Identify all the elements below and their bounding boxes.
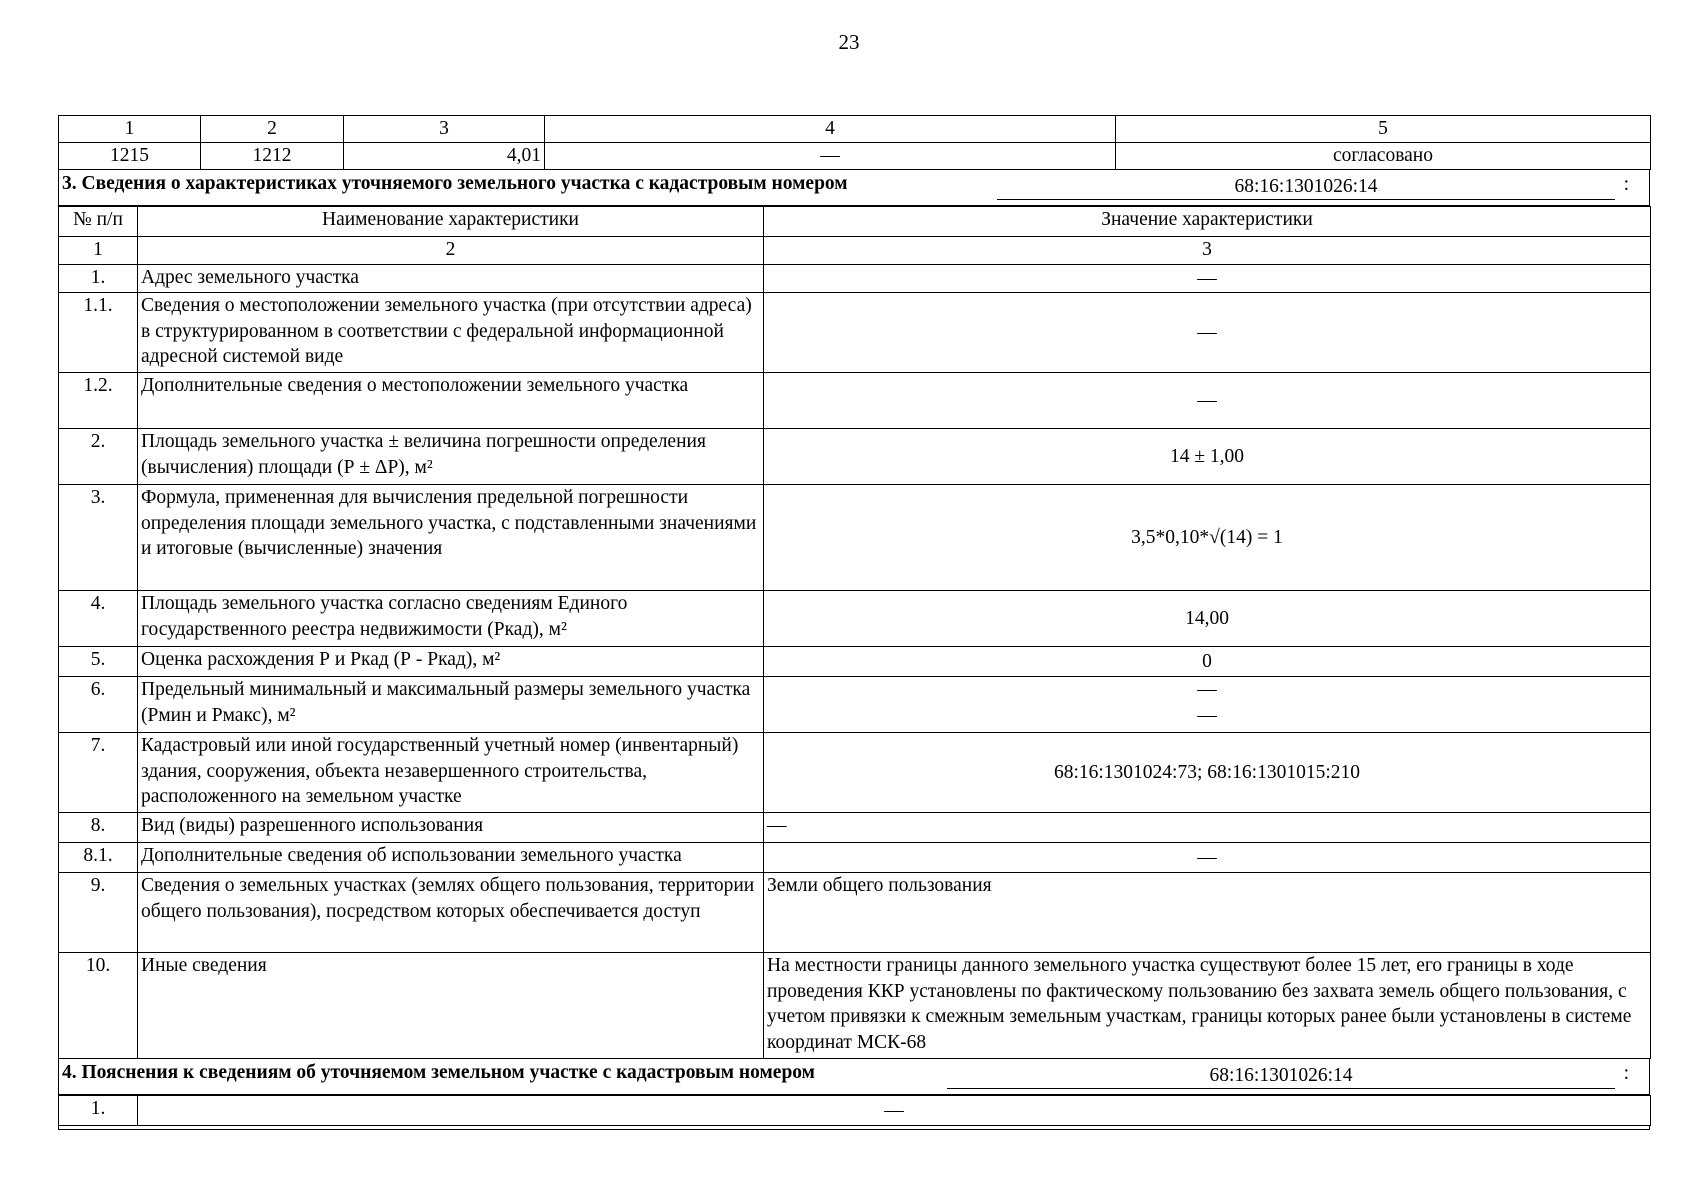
row-num: 8. xyxy=(59,813,138,843)
row-name: Площадь земельного участка ± величина погрешности определения (вычисления) площади (Р ± ΔР), м² xyxy=(138,429,764,485)
row-value-min: — xyxy=(1197,679,1217,700)
top-header-cell: 4 xyxy=(545,116,1116,143)
top-table xyxy=(58,115,1651,170)
row-value: 68:16:1301024:73; 68:16:1301015:210 xyxy=(764,733,1651,813)
section3-cadastral-number: 68:16:1301026:14 xyxy=(997,174,1615,200)
document-body xyxy=(58,115,1650,1130)
row-name: Сведения о земельных участках (землях общего пользования, территории общего пользования), посредством которых обеспечивается доступ xyxy=(138,873,764,953)
section3-header-row xyxy=(59,207,1651,237)
table-row xyxy=(59,677,1651,733)
row-num: 2. xyxy=(59,429,138,485)
table-row xyxy=(59,485,1651,591)
row-value: — xyxy=(764,843,1651,873)
header-num: № п/п xyxy=(59,207,138,237)
row-value: — xyxy=(138,1096,1651,1126)
row-name: Адрес земельного участка xyxy=(138,265,764,293)
row-name: Оценка расхождения Р и Ркад (Р - Ркад), м² xyxy=(138,647,764,677)
row-value: — xyxy=(764,265,1651,293)
row-name: Дополнительные сведения об использовании земельного участка xyxy=(138,843,764,873)
row-num: 5. xyxy=(59,647,138,677)
row-value: — xyxy=(764,373,1651,429)
row-num: 6. xyxy=(59,677,138,733)
row-name: Предельный минимальный и максимальный размеры земельного участка (Рмин и Рмакс), м² xyxy=(138,677,764,733)
table-row xyxy=(59,647,1651,677)
top-header-cell: 3 xyxy=(344,116,545,143)
top-cell: 4,01 xyxy=(344,143,545,170)
table-row xyxy=(59,293,1651,373)
header-name: Наименование характеристики xyxy=(138,207,764,237)
table-row xyxy=(59,813,1651,843)
table-row xyxy=(59,953,1651,1059)
colnum: 3 xyxy=(764,237,1651,265)
section3-header xyxy=(58,170,1650,206)
row-num: 1.1. xyxy=(59,293,138,373)
row-name: Сведения о местоположении земельного участка (при отсутствии адреса) в структурированном в соответствии с федеральной информационной адресной системой виде xyxy=(138,293,764,373)
colnum: 1 xyxy=(59,237,138,265)
row-name: Формула, примененная для вычисления предельной погрешности определения площади земельного участка, с подставленными значениями и итоговые (вычисленные) значения xyxy=(138,485,764,591)
row-value: — xyxy=(764,293,1651,373)
table-row xyxy=(59,373,1651,429)
table-row xyxy=(59,843,1651,873)
row-num: 4. xyxy=(59,591,138,647)
table-row xyxy=(59,429,1651,485)
table-row xyxy=(59,873,1651,953)
row-value: 0 xyxy=(764,647,1651,677)
table-end-rule xyxy=(58,1126,1650,1130)
section3-table xyxy=(58,206,1651,1059)
row-value-max: — xyxy=(1197,704,1217,726)
row-name: Вид (виды) разрешенного использования xyxy=(138,813,764,843)
row-name: Площадь земельного участка согласно сведениям Единого государственного реестра недвижимости (Ркад), м² xyxy=(138,591,764,647)
row-num: 1. xyxy=(59,1096,138,1126)
section3-title: 3. Сведения о характеристиках уточняемого земельного участка с кадастровым номером xyxy=(62,173,848,194)
row-value-pair xyxy=(764,677,1651,733)
row-value: Земли общего пользования xyxy=(764,873,1651,953)
section4-header xyxy=(58,1059,1650,1095)
row-name: Иные сведения xyxy=(138,953,764,1059)
top-header-cell: 5 xyxy=(1116,116,1651,143)
top-cell: — xyxy=(545,143,1116,170)
row-num: 1.2. xyxy=(59,373,138,429)
top-table-header-row xyxy=(59,116,1651,143)
row-value: 14 ± 1,00 xyxy=(764,429,1651,485)
row-num: 3. xyxy=(59,485,138,591)
table-row xyxy=(59,1096,1651,1126)
top-cell: 1212 xyxy=(201,143,344,170)
top-table-row xyxy=(59,143,1651,170)
row-num: 9. xyxy=(59,873,138,953)
page-number: 23 xyxy=(838,30,860,54)
table-row xyxy=(59,733,1651,813)
row-num: 8.1. xyxy=(59,843,138,873)
top-cell: согласовано xyxy=(1116,143,1651,170)
row-num: 1. xyxy=(59,265,138,293)
section4-title: 4. Пояснения к сведениям об уточняемом земельном участке с кадастровым номером xyxy=(62,1062,815,1083)
row-num: 10. xyxy=(59,953,138,1059)
section3-colnum-row xyxy=(59,237,1651,265)
row-name: Кадастровый или иной государственный учетный номер (инвентарный) здания, сооружения, объекта незавершенного строительства, расположенного на земельном участке xyxy=(138,733,764,813)
top-header-cell: 1 xyxy=(59,116,201,143)
section3-colon: : xyxy=(1623,174,1629,195)
section4-cadastral-number: 68:16:1301026:14 xyxy=(947,1063,1615,1089)
top-cell: 1215 xyxy=(59,143,201,170)
row-num: 7. xyxy=(59,733,138,813)
row-value: 3,5*0,10*√(14) = 1 xyxy=(764,485,1651,591)
row-name: Дополнительные сведения о местоположении земельного участка xyxy=(138,373,764,429)
row-value: На местности границы данного земельного участка существуют более 15 лет, его границы в ходе проведения ККР установлены по фактическому пользованию без захвата земель общего пользования, с учетом привязки к смежным земельным участкам, границы которых ранее были установлены в системе координат МСК-68 xyxy=(764,953,1651,1059)
table-row xyxy=(59,591,1651,647)
table-row xyxy=(59,265,1651,293)
row-value: 14,00 xyxy=(764,591,1651,647)
row-value: — xyxy=(764,813,1651,843)
top-header-cell: 2 xyxy=(201,116,344,143)
section4-colon: : xyxy=(1623,1063,1629,1084)
header-value: Значение характеристики xyxy=(764,207,1651,237)
colnum: 2 xyxy=(138,237,764,265)
section4-table xyxy=(58,1095,1651,1126)
